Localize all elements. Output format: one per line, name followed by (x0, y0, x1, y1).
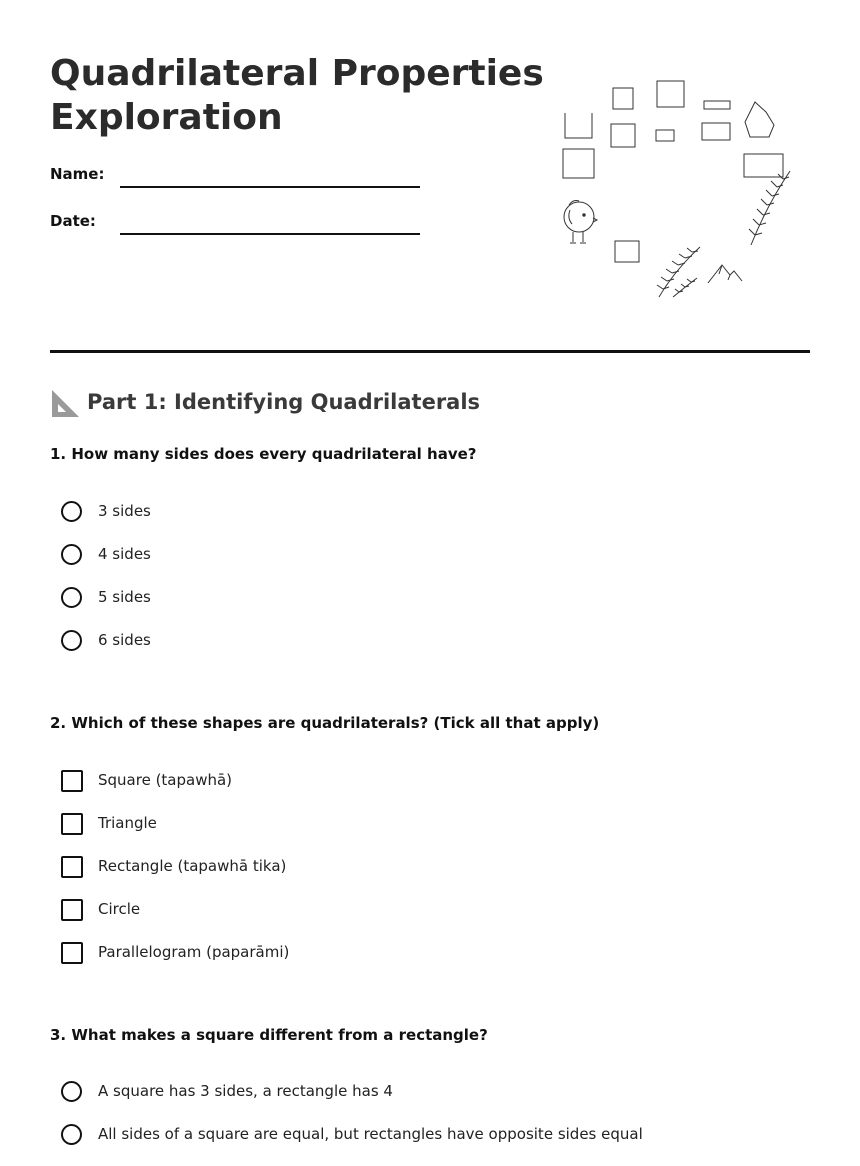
header-divider (50, 350, 810, 353)
name-line[interactable] (120, 186, 420, 188)
radio-button[interactable] (61, 501, 82, 522)
date-line[interactable] (120, 233, 420, 235)
option-label: 6 sides (98, 631, 151, 649)
option-label: 3 sides (98, 502, 151, 520)
radio-button[interactable] (61, 1081, 82, 1102)
question-3: 3. What makes a square different from a rectangle? (50, 1026, 488, 1044)
date-label: Date: (50, 212, 96, 230)
checkbox[interactable] (61, 770, 83, 792)
question-1: 1. How many sides does every quadrilateral have? (50, 445, 477, 463)
option-label: Square (tapawhā) (98, 771, 233, 789)
radio-button[interactable] (61, 587, 82, 608)
question-2: 2. Which of these shapes are quadrilaterals? (Tick all that apply) (50, 714, 600, 732)
checkbox[interactable] (61, 813, 83, 835)
option-label: All sides of a square are equal, but rectangles have opposite sides equal (98, 1125, 643, 1143)
part1-title: Part 1: Identifying Quadrilaterals (87, 390, 481, 414)
radio-button[interactable] (61, 630, 82, 651)
option-label: Triangle (98, 814, 157, 832)
option-label: A square has 3 sides, a rectangle has 4 (98, 1082, 393, 1100)
option-label: Circle (98, 900, 141, 918)
checkbox[interactable] (61, 942, 83, 964)
option-label: 4 sides (98, 545, 151, 563)
checkbox[interactable] (61, 856, 83, 878)
set-square-icon (50, 388, 80, 418)
option-label: Parallelogram (paparāmi) (98, 943, 290, 961)
name-label: Name: (50, 165, 105, 183)
radio-button[interactable] (61, 544, 82, 565)
option-label: Rectangle (tapawhā tika) (98, 857, 287, 875)
checkbox[interactable] (61, 899, 83, 921)
radio-button[interactable] (61, 1124, 82, 1145)
option-label: 5 sides (98, 588, 151, 606)
shapes-and-nature-doodle-icon (555, 75, 800, 305)
worksheet-title: Quadrilateral Properties Exploration (50, 53, 544, 138)
